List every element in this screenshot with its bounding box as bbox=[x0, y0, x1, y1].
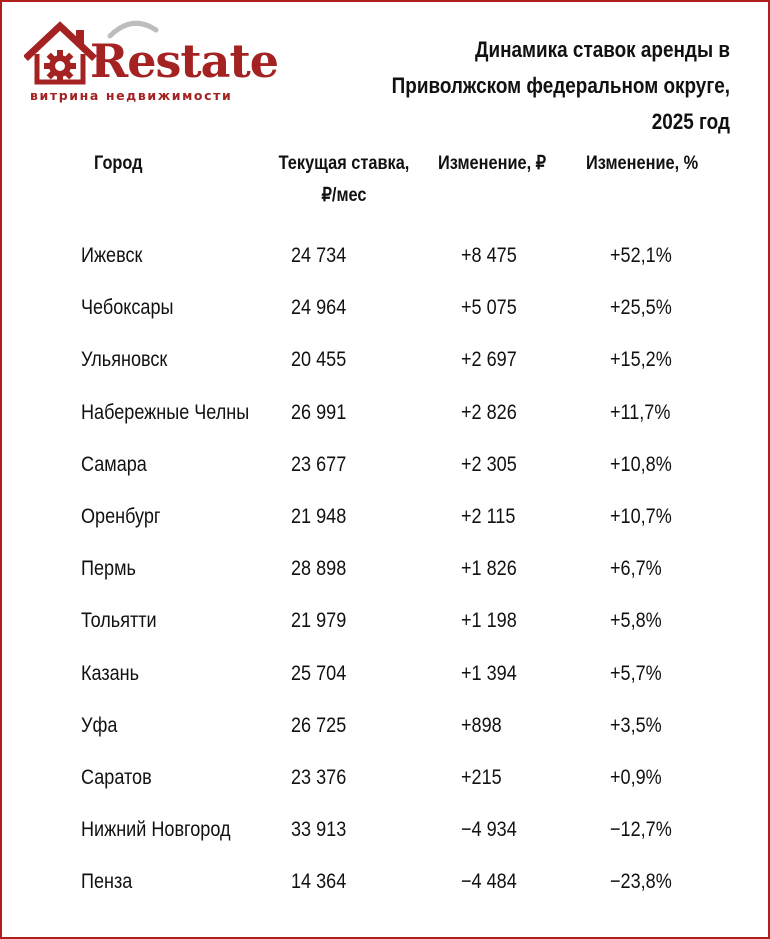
cell-change-rub: +1 198 bbox=[461, 609, 517, 633]
table-row bbox=[2, 284, 770, 336]
cell-change-rub: +1 826 bbox=[461, 557, 517, 581]
table-row bbox=[2, 389, 770, 441]
cell-change-rub: +1 394 bbox=[461, 661, 517, 685]
table-row bbox=[2, 754, 770, 806]
header-rate: Текущая ставка, ₽/мес bbox=[278, 153, 410, 206]
cell-change-rub: +2 115 bbox=[461, 504, 516, 528]
cell-change-pct: +52,1% bbox=[610, 244, 672, 267]
cell-change-rub: +2 305 bbox=[461, 452, 517, 476]
cell-change-pct: +25,5% bbox=[610, 296, 672, 320]
cell-change-pct: −23,8% bbox=[610, 870, 672, 894]
cell-change-pct: +5,7% bbox=[610, 661, 662, 685]
restate-logo bbox=[24, 16, 278, 104]
cell-city: Казань bbox=[81, 661, 140, 685]
cell-change-rub: +2 826 bbox=[461, 400, 517, 424]
cell-rate: 23 376 bbox=[291, 765, 347, 789]
cell-rate: 20 455 bbox=[291, 348, 347, 372]
cell-city: Пенза bbox=[81, 870, 133, 894]
page-title: Динамика ставок аренды в Приволжском федеральном округе, 2025 год bbox=[391, 37, 730, 134]
cell-change-pct: +10,7% bbox=[610, 504, 672, 528]
cell-city: Набережные Челны bbox=[81, 400, 250, 424]
header-city: Город bbox=[94, 153, 143, 174]
logo-wordmark: Restate bbox=[90, 34, 278, 88]
header-change-pct: Изменение, % bbox=[586, 153, 699, 174]
cell-change-rub: +898 bbox=[461, 713, 502, 737]
cell-change-rub: −4 934 bbox=[461, 818, 517, 842]
cell-city: Ижевск bbox=[81, 244, 143, 267]
table-row bbox=[2, 858, 770, 910]
table-row bbox=[2, 232, 770, 284]
cell-city: Уфа bbox=[81, 713, 118, 737]
cell-change-pct: +15,2% bbox=[610, 348, 672, 372]
cell-change-pct: +6,7% bbox=[610, 557, 662, 581]
cell-change-rub: +5 075 bbox=[461, 296, 517, 320]
table-row bbox=[2, 702, 770, 754]
cell-change-pct: +5,8% bbox=[610, 609, 662, 633]
cell-city: Тольятти bbox=[81, 609, 157, 633]
table-row bbox=[2, 806, 770, 858]
cell-change-pct: −12,7% bbox=[610, 818, 672, 842]
table-row bbox=[2, 336, 770, 388]
table-row bbox=[2, 545, 770, 597]
cell-change-pct: +0,9% bbox=[610, 765, 662, 789]
cell-change-rub: −4 484 bbox=[461, 870, 517, 894]
cell-rate: 24 964 bbox=[291, 296, 347, 320]
cell-rate: 25 704 bbox=[291, 661, 347, 685]
cell-rate: 21 948 bbox=[291, 504, 347, 528]
cell-rate: 26 991 bbox=[291, 400, 347, 424]
cell-rate: 14 364 bbox=[291, 870, 347, 894]
cell-change-pct: +10,8% bbox=[610, 452, 672, 476]
table-body bbox=[2, 232, 770, 910]
cell-change-rub: +2 697 bbox=[461, 348, 517, 372]
cell-change-rub: +215 bbox=[461, 765, 502, 789]
cell-city: Чебоксары bbox=[81, 296, 174, 320]
table-row bbox=[2, 597, 770, 649]
cell-rate: 26 725 bbox=[291, 713, 347, 737]
cell-city: Оренбург bbox=[81, 504, 161, 528]
cell-change-rub: +8 475 bbox=[461, 244, 517, 267]
cell-city: Самара bbox=[81, 452, 147, 476]
cell-city: Саратов bbox=[81, 765, 152, 789]
cell-change-pct: +3,5% bbox=[610, 713, 662, 737]
cell-change-pct: +11,7% bbox=[610, 400, 671, 424]
cell-rate: 33 913 bbox=[291, 818, 347, 842]
cell-city: Нижний Новгород bbox=[81, 818, 231, 842]
cell-city: Пермь bbox=[81, 557, 136, 581]
logo-tagline: витрина недвижимости bbox=[30, 88, 233, 103]
cell-rate: 21 979 bbox=[291, 609, 347, 633]
table-row bbox=[2, 441, 770, 493]
table-row bbox=[2, 493, 770, 545]
header-change-rub: Изменение, ₽ bbox=[438, 153, 547, 174]
table-row bbox=[2, 650, 770, 702]
cell-city: Ульяновск bbox=[81, 348, 168, 372]
cell-rate: 24 734 bbox=[291, 244, 347, 267]
cell-rate: 28 898 bbox=[291, 557, 347, 581]
cell-rate: 23 677 bbox=[291, 452, 347, 476]
